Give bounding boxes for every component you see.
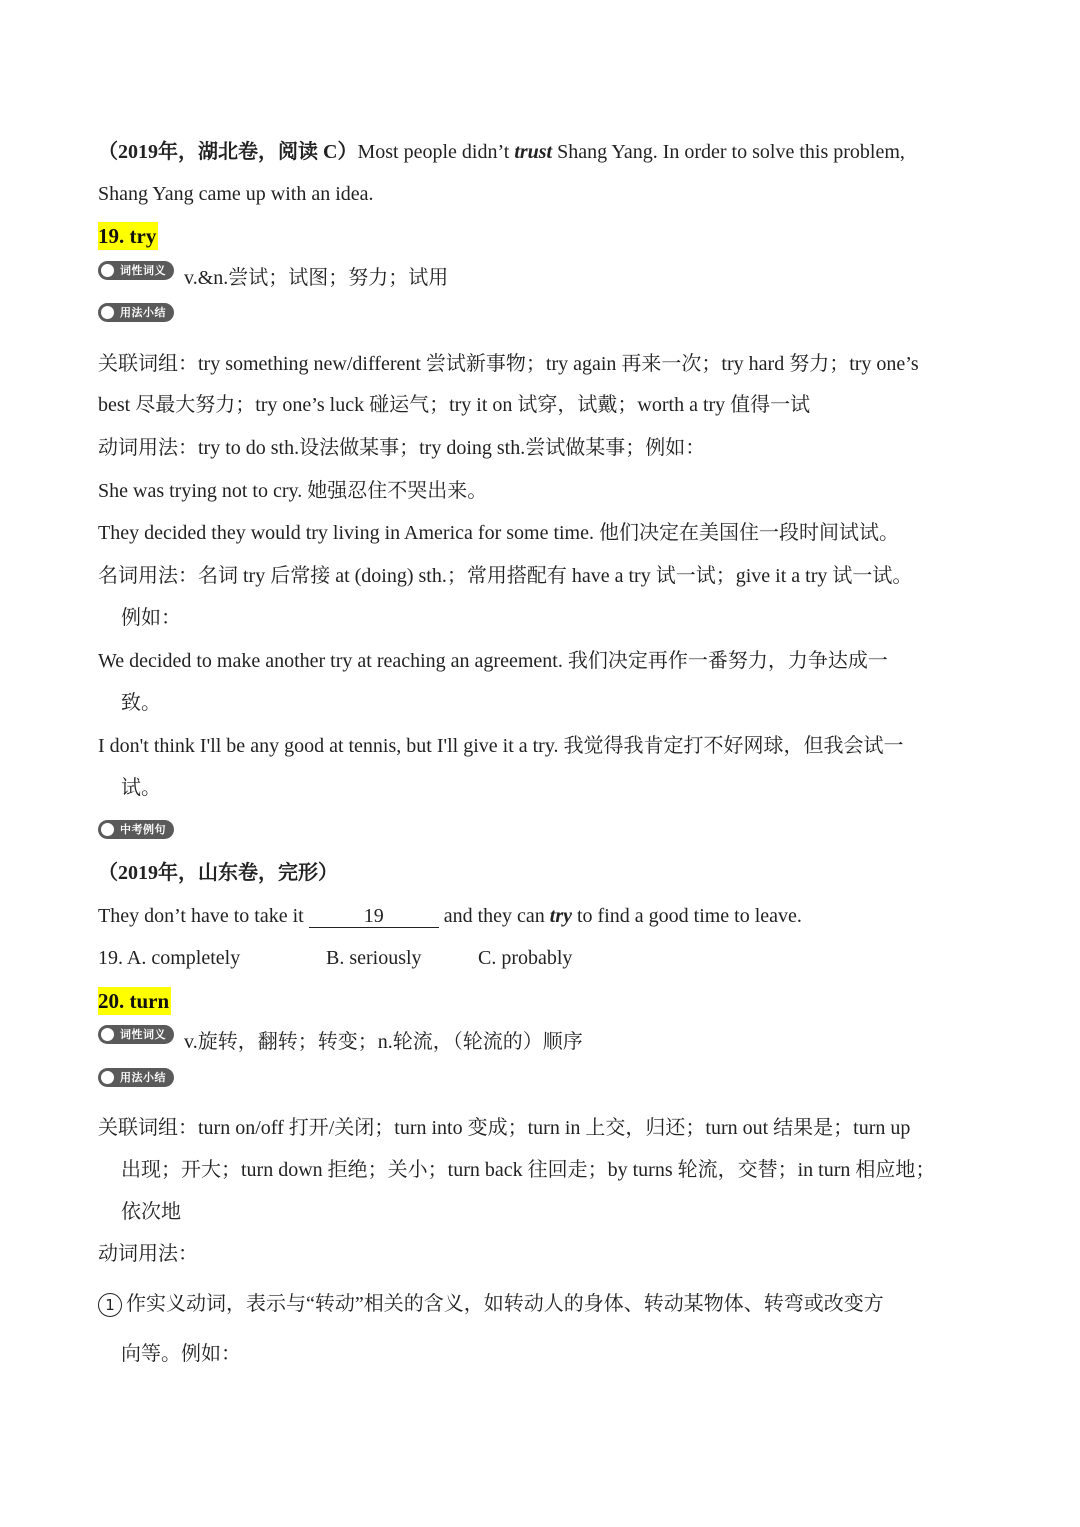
entry-19-example-4-cont: 试。 <box>121 777 161 799</box>
entry-19-phrases-2: best 尽最大努力；try one’s luck 碰运气；try it on 试穿，试戴；worth a try 值得一试 <box>98 394 811 416</box>
intro-text-2: Shang Yang. In order to solve this problem, <box>552 141 905 163</box>
entry-19-example-4: I don't think I'll be any good at tennis, but I'll give it a try. 我觉得我肯定打不好网球，但我会试一 <box>98 735 904 757</box>
tag-exam-19-label: 中考例句 <box>120 823 166 836</box>
exam-text-1: They don’t have to take it <box>98 905 309 927</box>
entry-20-phrases-3: 依次地 <box>121 1201 181 1223</box>
entry-20-item-1 <box>98 1289 982 1319</box>
tag-exam-19 <box>98 820 174 839</box>
item-number-1: 1 <box>98 1293 122 1317</box>
tag-usage-19-label: 用法小结 <box>120 306 166 319</box>
exam-source: （2019年，山东卷，完形） <box>98 862 338 884</box>
exam-options <box>98 943 982 973</box>
option-a: 19. A. completely <box>98 947 241 969</box>
entry-19-example-2: They decided they would try living in America for some time. 他们决定在美国住一段时间试试。 <box>98 522 899 544</box>
entry-19-noun-usage-2: 例如： <box>121 607 181 629</box>
tag-usage-20 <box>98 1068 174 1087</box>
entry-20-heading-line <box>98 986 982 1017</box>
exam-question <box>98 901 982 931</box>
intro-emphasis: trust <box>514 141 553 163</box>
entry-19-heading-line <box>98 221 982 252</box>
intro-line-2: Shang Yang came up with an idea. <box>98 183 374 205</box>
entry-20-phrases-2: 出现；开大；turn down 拒绝；关小；turn back 往回走；by turns 轮流，交替；in turn 相应地； <box>121 1159 936 1181</box>
intro-text-1: Most people didn’t <box>357 141 515 163</box>
entry-19-noun-usage: 名词用法：名词 try 后常接 at (doing) sth.；常用搭配有 have a try 试一试；give it a try 试一试。 <box>98 565 913 587</box>
item-1-text: 作实义动词，表示与“转动”相关的含义，如转动人的身体、转动某物体、转弯或改变方 <box>126 1293 884 1315</box>
entry-19-heading: 19. try <box>98 224 157 248</box>
exam-text-2: and they can <box>438 905 550 927</box>
intro-source: （2019年，湖北卷，阅读 C） <box>98 141 358 163</box>
entry-19-example-3-cont: 致。 <box>121 692 161 714</box>
entry-20-verb-usage: 动词用法： <box>98 1243 198 1265</box>
entry-19-pos-text: v.&n.尝试；试图；努力；试用 <box>184 267 449 289</box>
entry-19-verb-usage: 动词用法：try to do sth.设法做某事；try doing sth.尝试做某事；例如： <box>98 437 706 459</box>
entry-20-item-1-cont: 向等。例如： <box>121 1343 241 1365</box>
option-c: C. probably <box>478 947 573 969</box>
entry-20-heading: 20. turn <box>98 989 170 1013</box>
exam-emphasis: try <box>549 905 572 927</box>
entry-19-example-1: She was trying not to cry. 她强忍住不哭出来。 <box>98 480 488 502</box>
tag-usage-20-label: 用法小结 <box>120 1071 166 1084</box>
tag-pos-19 <box>98 261 174 280</box>
option-b: B. seriously <box>326 947 422 969</box>
tag-pos-20 <box>98 1025 174 1044</box>
exam-blank: 19 <box>309 905 439 928</box>
entry-19-example-3: We decided to make another try at reaching an agreement. 我们决定再作一番努力，力争达成一 <box>98 650 888 672</box>
exam-text-3: to find a good time to leave. <box>571 905 802 927</box>
entry-20-pos-text: v.旋转，翻转；转变；n.轮流，（轮流的）顺序 <box>184 1031 583 1053</box>
entry-19-phrases-1: 关联词组：try something new/different 尝试新事物；try again 再来一次；try hard 努力；try one’s <box>98 353 919 375</box>
tag-pos-20-label: 词性词义 <box>120 1028 166 1041</box>
intro-line-1 <box>98 137 982 167</box>
tag-usage-19 <box>98 303 174 322</box>
tag-pos-19-label: 词性词义 <box>120 264 166 277</box>
entry-20-phrases-1: 关联词组：turn on/off 打开/关闭；turn into 变成；turn in 上交，归还；turn out 结果是；turn up <box>98 1117 911 1139</box>
